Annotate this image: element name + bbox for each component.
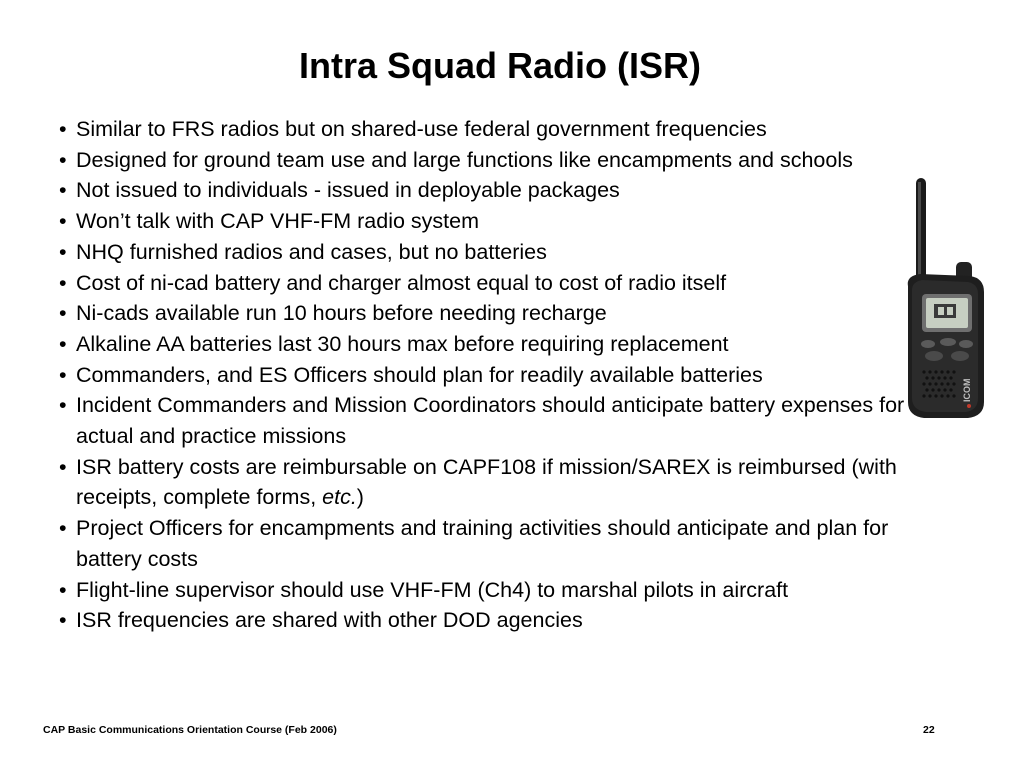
bullet-item [58,390,908,451]
bullet-item [58,605,908,636]
bullet-text: Project Officers for encampments and training activities should anticipate and plan for battery costs [76,516,889,571]
bullet-dot: • [59,608,67,633]
bullet-item [58,513,908,574]
bullet-text: Cost of ni-cad battery and charger almost equal to cost of radio itself [76,270,727,295]
bullet-item [58,175,908,206]
bullet-dot: • [59,147,67,172]
bullet-text: Flight-line supervisor should use VHF-FM (Ch4) to marshal pilots in aircraft [76,577,789,602]
bullet-item [58,298,908,329]
footer-course-title: CAP Basic Communications Orientation Course (Feb 2006) [43,724,337,736]
bullet-dot: • [59,454,67,479]
bullet-text: Alkaline AA batteries last 30 hours max before requiring replacement [76,331,729,356]
bullet-text-after: ) [356,485,364,510]
bullet-dot: • [59,178,67,203]
bullet-text: Similar to FRS radios but on shared-use federal government frequencies [76,117,767,141]
bullet-dot: • [59,117,67,141]
bullet-dot: • [59,209,67,234]
bullet-item [58,360,908,391]
bullet-text: NHQ furnished radios and cases, but no batteries [76,239,547,264]
footer-page-number: 22 [923,724,935,736]
bullet-item [58,145,908,176]
bullet-dot: • [59,362,67,387]
bullet-text: Not issued to individuals - issued in deployable packages [76,178,620,203]
bullet-text: Designed for ground team use and large functions like encampments and schools [76,147,853,172]
bullet-item [58,329,908,360]
bullet-item [58,452,908,513]
bullet-text: Ni-cads available run 10 hours before needing recharge [76,301,607,326]
slide-title: Intra Squad Radio (ISR) [298,45,701,86]
bullet-dot: • [59,301,67,326]
bullet-dot: • [59,331,67,356]
bullet-text: ISR battery costs are reimbursable on CAPF108 if mission/SAREX is reimbursed (with receipts, complete forms, [76,454,897,510]
bullet-dot: • [59,577,67,602]
bullet-item [58,268,908,299]
bullet-text: ISR frequencies are shared with other DOD agencies [76,608,583,633]
bullet-dot: • [59,393,67,418]
bullet-dot: • [59,270,67,295]
bullet-dot: • [59,239,67,264]
bullet-dot: • [59,516,67,541]
bullet-text-italic: etc. [322,485,357,510]
radio-brand-text: ICOM [962,378,972,402]
bullet-item [58,237,908,268]
bullet-item [58,114,908,145]
bullet-text: Commanders, and ES Officers should plan for readily available batteries [76,362,763,387]
bullet-item [58,206,908,237]
bullet-item [58,575,908,606]
bullet-list [58,114,908,636]
bullet-text: Won’t talk with CAP VHF-FM radio system [76,209,480,234]
bullet-text: Incident Commanders and Mission Coordinators should anticipate battery expenses for actual and practice missions [76,393,905,449]
handheld-radio-icon [898,176,994,422]
